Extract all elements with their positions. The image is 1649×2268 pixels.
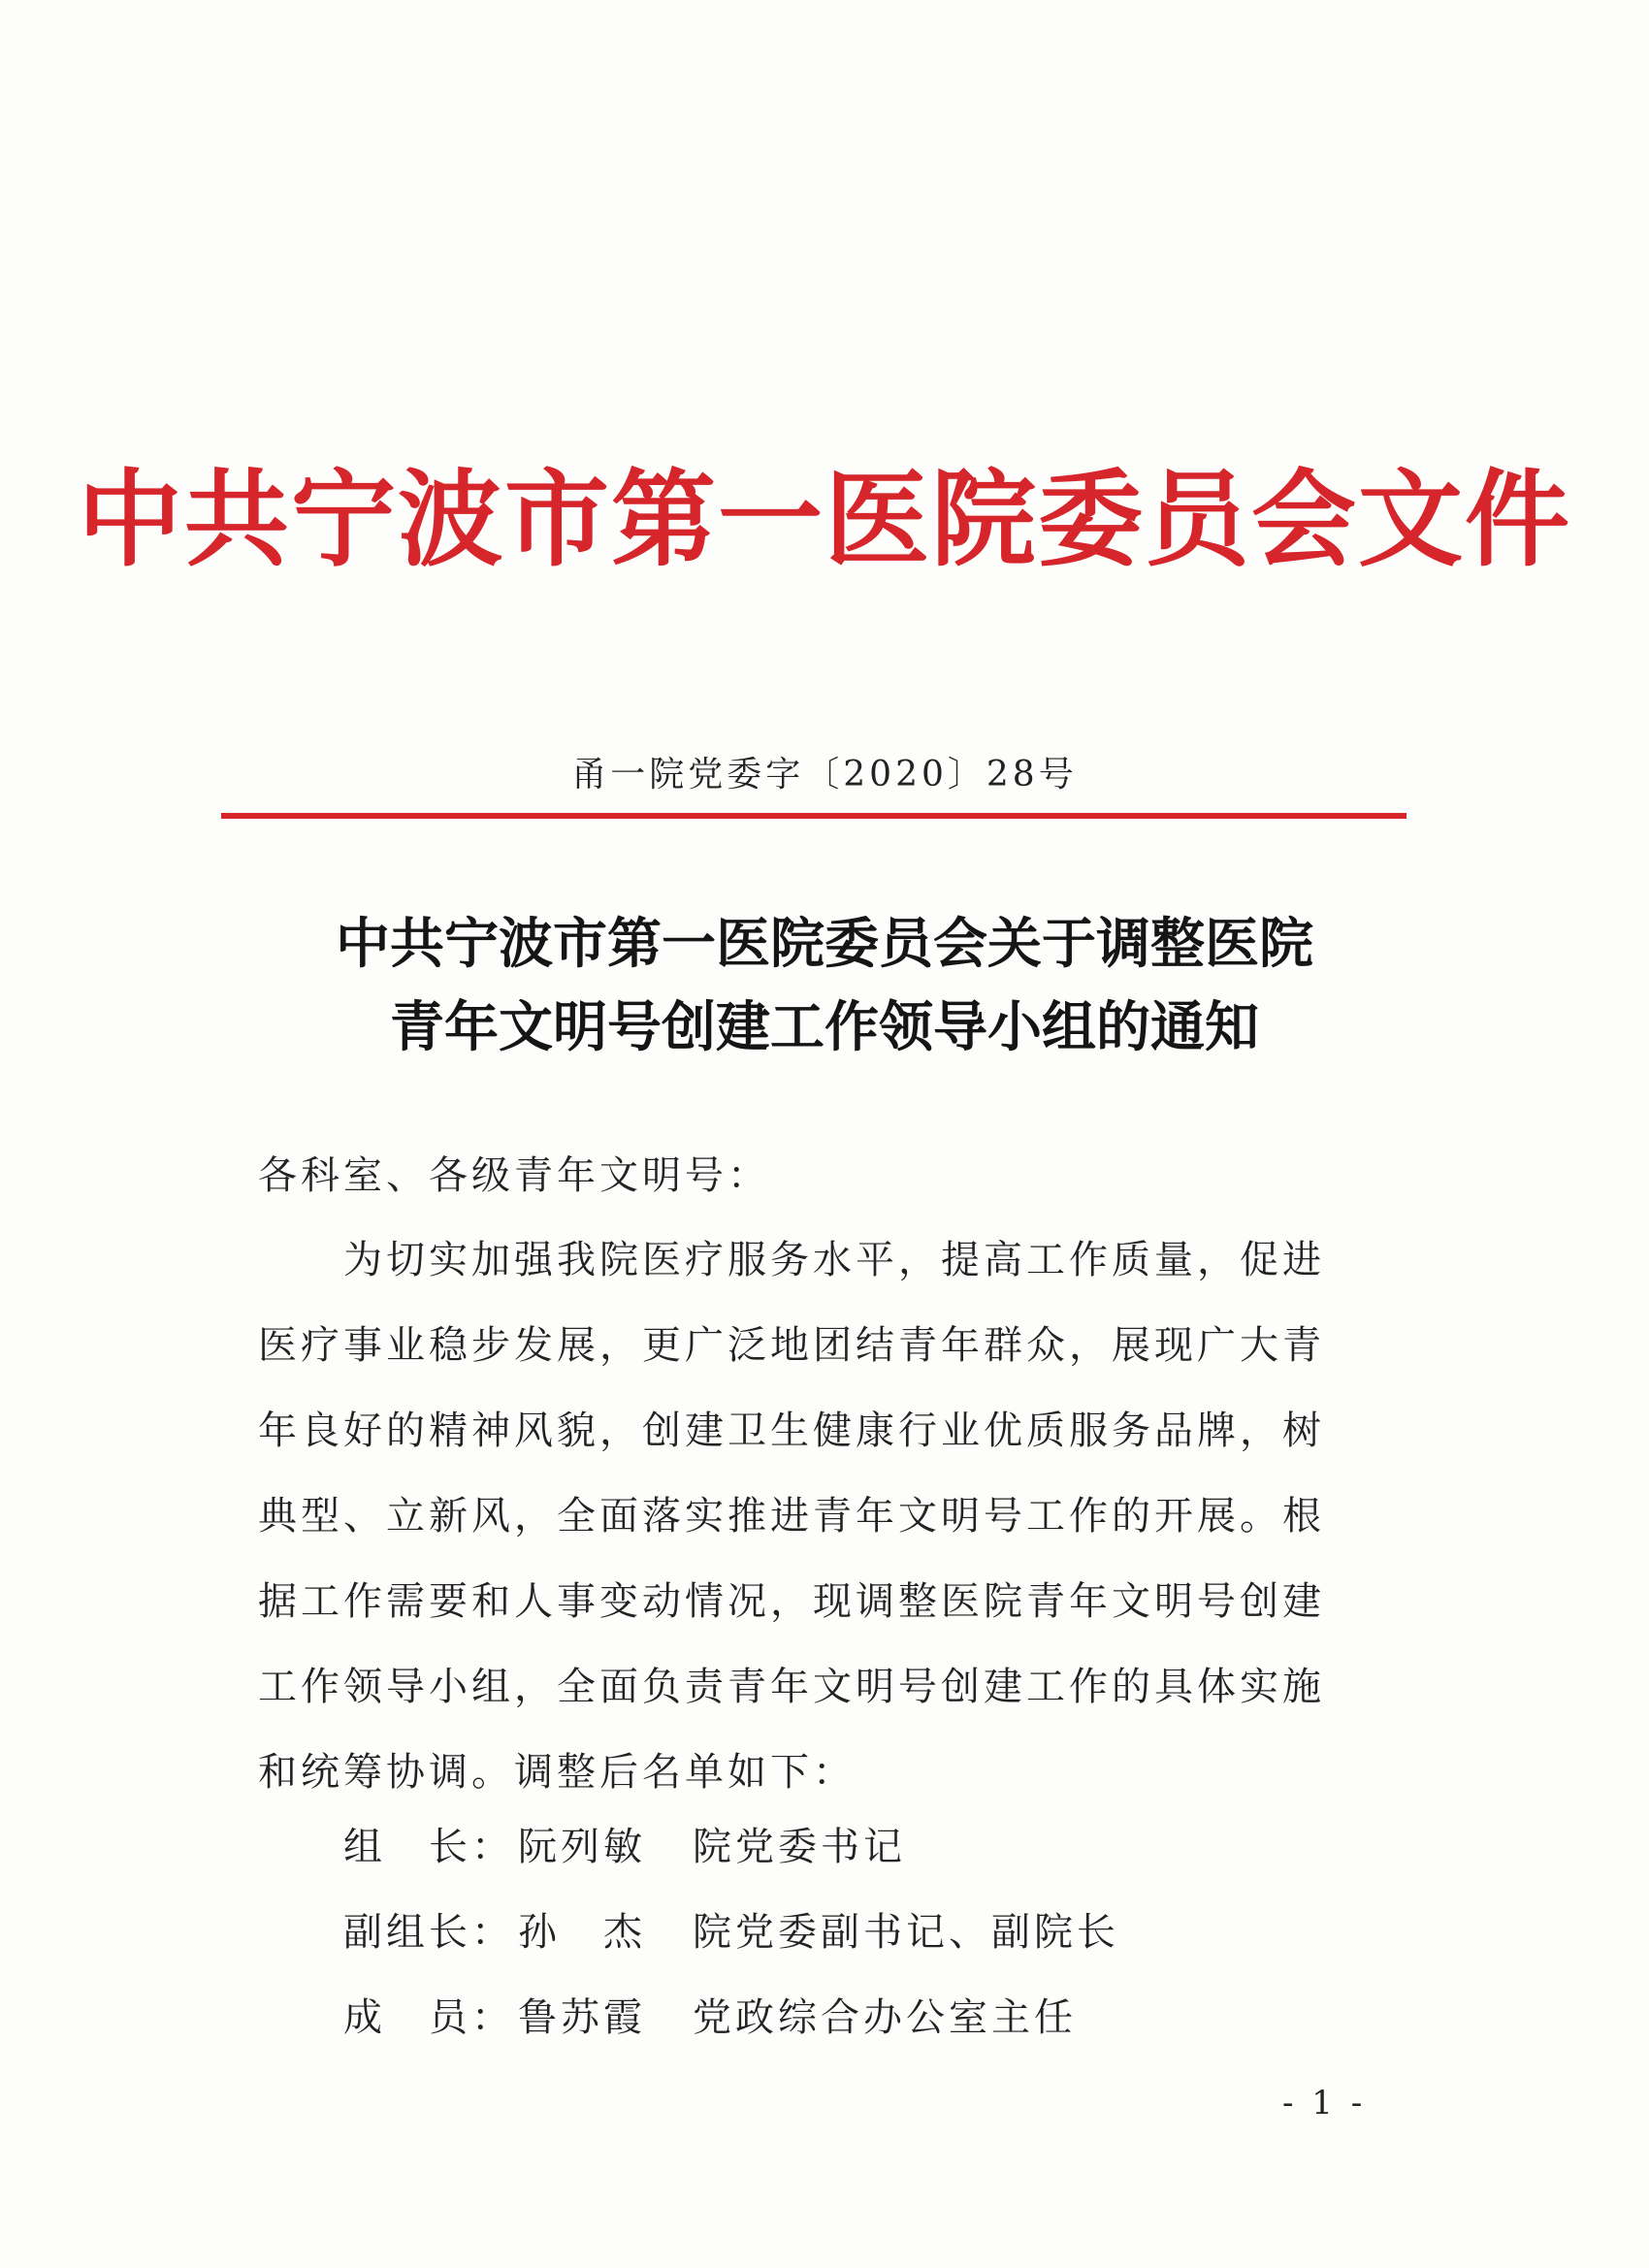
member-name: 阮列敏 [518,1825,646,1869]
body-line: 为切实加强我院医疗服务水平，提高工作质量，促进 [258,1238,1325,1282]
red-divider-line [221,813,1406,819]
salutation: 各科室、各级青年文明号： [258,1153,770,1198]
member-title: 院党委副书记、副院长 [693,1910,1119,1955]
member-role: 组 长： [343,1825,514,1869]
body-line: 年良好的精神风貌，创建卫生健康行业优质服务品牌，树 [258,1409,1325,1453]
body-line: 典型、立新风，全面落实推进青年文明号工作的开展。根 [258,1494,1325,1539]
body-line: 医疗事业稳步发展，更广泛地团结青年群众，展现广大青 [258,1323,1325,1368]
member-title: 院党委书记 [693,1825,906,1869]
body-line: 工作领导小组，全面负责青年文明号创建工作的具体实施 [258,1665,1325,1709]
notice-title [0,902,1649,1069]
page-number: - 1 - [1282,2084,1367,2122]
member-row-leader [343,1804,1119,1890]
member-name: 孙 杰 [518,1910,646,1955]
member-title: 党政综合办公室主任 [693,1995,1077,2040]
document-number: 甬一院党委字〔2020〕28号 [571,755,1078,794]
body-line: 据工作需要和人事变动情况，现调整医院青年文明号创建 [258,1579,1325,1624]
red-header-title: 中共宁波市第一医院委员会文件 [77,459,1571,581]
member-role: 成 员： [343,1995,514,2040]
body-line: 和统筹协调。调整后名单如下： [258,1750,856,1795]
body-paragraph [258,1217,1354,1815]
member-name: 鲁苏霞 [518,1995,646,2040]
member-row-deputy [343,1890,1119,1975]
member-row-member [343,1975,1119,2060]
member-list [343,1804,1119,2060]
notice-title-line-1: 中共宁波市第一医院委员会关于调整医院 [336,912,1313,976]
member-role: 副组长： [343,1910,514,1955]
notice-title-line-2: 青年文明号创建工作领导小组的通知 [390,995,1259,1059]
